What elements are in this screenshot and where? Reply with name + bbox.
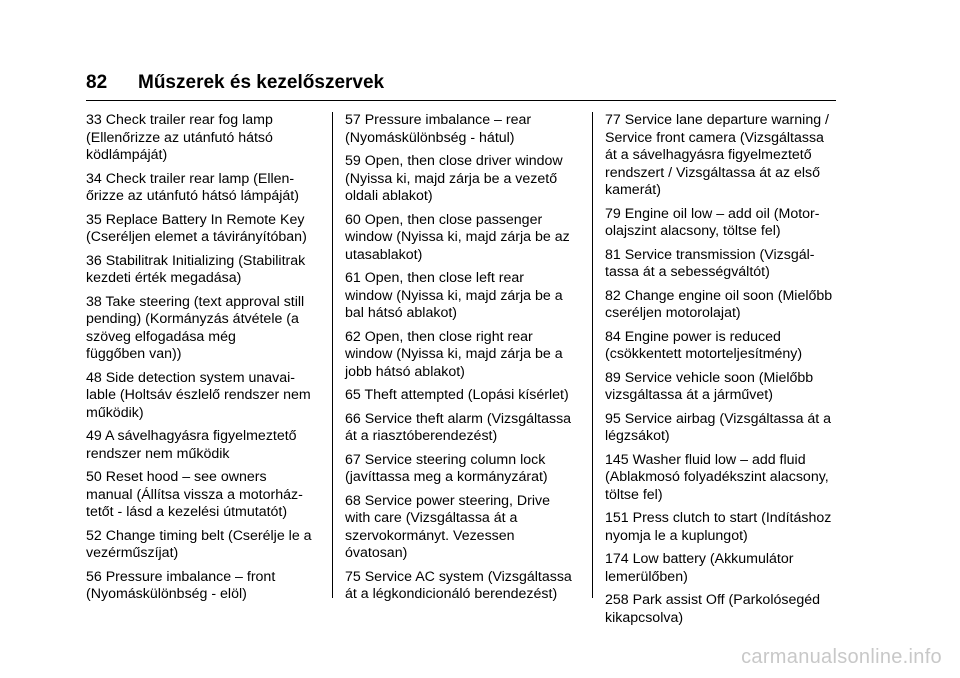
message-entry: 67 Service steering column lock (javíttassa meg a kormányzárat) bbox=[345, 451, 548, 485]
message-entry: 174 Low battery (Akkumulátor lemerülőben) bbox=[605, 551, 794, 585]
message-entry: 56 Pressure imbalance – front (Nyomáskülönbség - elöl) bbox=[86, 568, 276, 602]
message-entry: 62 Open, then close right rear window (Nyissa ki, majd zárja be a jobb hátsó ablakot) bbox=[345, 328, 563, 380]
message-entry: 151 Press clutch to start (Indításhoz nyomja le a kuplungot) bbox=[605, 510, 832, 544]
watermark-text: carmanualsonline.info bbox=[741, 646, 942, 668]
message-entry: 38 Take steering (text approval still pending) (Kormányzás átvétele (a szöveg elfogadása még függőben van)) bbox=[86, 293, 305, 362]
column-1 bbox=[86, 112, 326, 610]
message-entry: 81 Service transmission (Vizsgál- tassa át a sebességváltót) bbox=[605, 246, 815, 280]
message-entry: 52 Change timing belt (Cserélje le a vezérműszíjat) bbox=[86, 527, 312, 561]
column-divider bbox=[332, 112, 333, 598]
message-entry: 79 Engine oil low – add oil (Motor- olajszint alacsony, töltse fel) bbox=[605, 205, 820, 239]
page-number: 82 bbox=[86, 72, 108, 93]
message-entry: 95 Service airbag (Vizsgáltassa át a légzsákot) bbox=[605, 410, 832, 444]
message-entry: 50 Reset hood – see owners manual (Állítsa vissza a motorház- tetőt - lásd a kezelési útmutatót) bbox=[86, 469, 303, 520]
message-entry: 49 A sávelhagyásra figyelmeztető rendszer nem működik bbox=[86, 428, 297, 462]
message-entry: 84 Engine power is reduced (csökkentett motorteljesítmény) bbox=[605, 328, 803, 362]
message-entry: 57 Pressure imbalance – rear (Nyomáskülönbség - hátul) bbox=[345, 112, 532, 146]
message-entry: 77 Service lane departure warning / Service front camera (Vizsgáltassa át a sávelhagyásra figyelmeztető rendszert / Vizsgáltassa át az első kamerát) bbox=[605, 112, 829, 198]
page-header bbox=[86, 72, 384, 94]
message-entry: 65 Theft attempted (Lopási kísérlet) bbox=[345, 387, 569, 403]
column-3 bbox=[605, 112, 845, 633]
column-2 bbox=[345, 112, 585, 610]
message-entry: 34 Check trailer rear lamp (Ellen- őrizze az utánfutó hátsó lámpáját) bbox=[86, 170, 299, 204]
message-entry: 36 Stabilitrak Initializing (Stabilitrak kezdeti érték megadása) bbox=[86, 252, 306, 286]
message-entry: 258 Park assist Off (Parkolósegéd kikapcsolva) bbox=[605, 592, 821, 626]
header-rule bbox=[86, 100, 836, 101]
message-entry: 60 Open, then close passenger window (Nyissa ki, majd zárja be az utasablakot) bbox=[345, 211, 570, 263]
message-entry: 61 Open, then close left rear window (Nyissa ki, majd zárja be a bal hátsó ablakot) bbox=[345, 270, 563, 321]
message-entry: 48 Side detection system unavai- lable (Holtsáv észlelő rendszer nem működik) bbox=[86, 369, 311, 421]
message-entry: 35 Replace Battery In Remote Key (Cseréljen elemet a távirányítóban) bbox=[86, 211, 307, 245]
message-entry: 68 Service power steering, Drive with care (Vizsgáltassa át a szervokormányt. Vezessen óvatosan) bbox=[345, 492, 551, 561]
message-entry: 145 Washer fluid low – add fluid (Ablakmosó folyadékszint alacsony, töltse fel) bbox=[605, 451, 829, 503]
message-entry: 33 Check trailer rear fog lamp (Ellenőrizze az utánfutó hátsó ködlámpáját) bbox=[86, 112, 273, 163]
message-entry: 59 Open, then close driver window (Nyissa ki, majd zárja be a vezető oldali ablakot) bbox=[345, 153, 563, 204]
column-divider bbox=[592, 112, 593, 598]
message-entry: 66 Service theft alarm (Vizsgáltassa át a riasztóberendezést) bbox=[345, 410, 572, 444]
message-entry: 82 Change engine oil soon (Mielőbb cseréljen motorolajat) bbox=[605, 287, 833, 321]
message-entry: 75 Service AC system (Vizsgáltassa át a légkondicionáló berendezést) bbox=[345, 568, 572, 602]
page-title: Műszerek és kezelőszervek bbox=[138, 72, 385, 93]
message-entry: 89 Service vehicle soon (Mielőbb vizsgáltassa át a járművet) bbox=[605, 369, 814, 403]
